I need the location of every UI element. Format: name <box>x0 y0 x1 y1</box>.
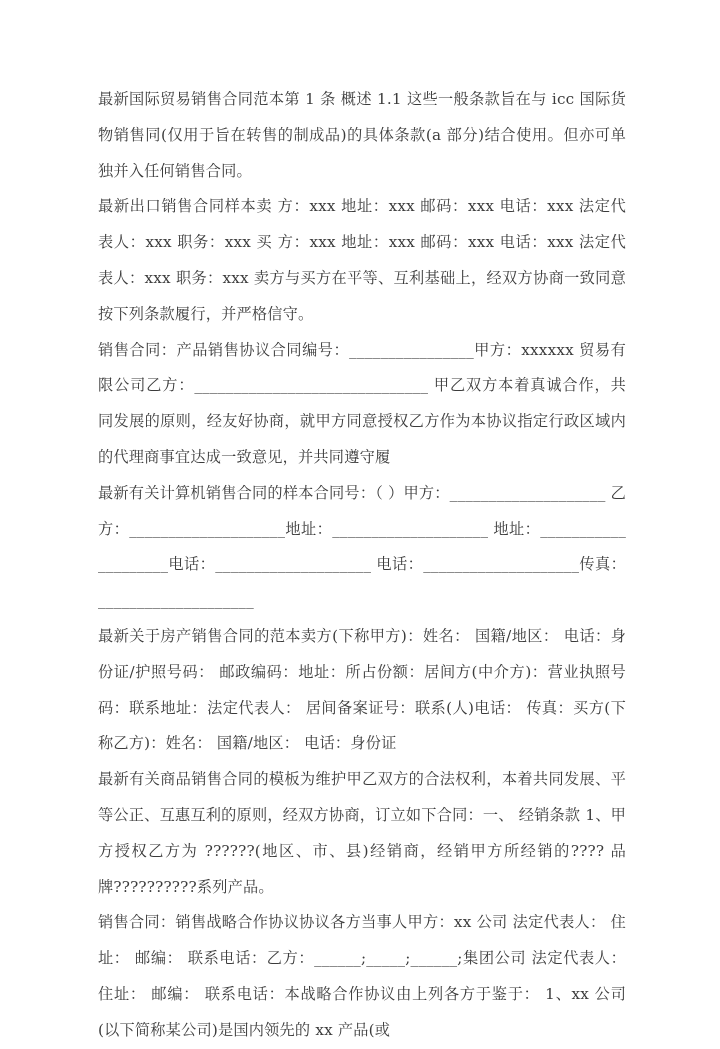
paragraph-computer-sales-sample: 最新有关计算机销售合同的样本合同号：（ ）甲方：____________________ 乙方：____________________地址：____________________ 地址：____________________电话：____________________ 电话：____________________传真：____________________ <box>98 483 626 610</box>
paragraph-strategic-cooperation: 销售合同：销售战略合作协议协议各方当事人甲方：xx 公司 法定代表人： 住址： 邮编： 联系电话：乙方：______;_____;______;集团公司 法定代表人： 住址： 邮编： 联系电话：本战略合作协议由上列各方于鉴于： 1、xx 公司(以下简称某公司)是国内领先的 xx 产品(或 <box>98 913 626 1039</box>
document-body <box>98 82 626 1049</box>
paragraph-product-agreement: 销售合同：产品销售协议合同编号：________________甲方：xxxxxx 贸易有限公司乙方：______________________________ 甲乙双方本着真诚合作，共同发展的原则，经友好协商，就甲方同意授权乙方作为本协议指定行政区域内的代理商事宜达成一致意见，并共同遵守履 <box>98 340 626 466</box>
paragraph-real-estate-sample: 最新关于房产销售合同的范本卖方(下称甲方)：姓名： 国籍/地区： 电话：身份证/护照号码： 邮政编码：地址：所占份额：居间方(中介方)：营业执照号码：联系地址：法定代表人： 居间备案证号：联系(人)电话： 传真：买方(下称乙方)：姓名： 国籍/地区： 电话：身份证 <box>98 626 626 753</box>
paragraph-general-terms: 最新国际贸易销售合同范本第 1 条 概述 1.1 这些一般条款旨在与 icc 国际货物销售同(仅用于旨在转售的制成品)的具体条款(a 部分)结合使用。但亦可单独并入任何销售合同。 <box>98 90 626 180</box>
paragraph-goods-sales-template: 最新有关商品销售合同的模板为维护甲乙双方的合法权利，本着共同发展、平等公正、互惠互利的原则，经双方协商，订立如下合同：一、 经销条款 1、甲方授权乙方为 ??????(地区、市、县)经销商，经销甲方所经销的???? 品牌??????????系列产品。 <box>98 770 626 896</box>
paragraph-export-sample: 最新出口销售合同样本卖 方：xxx 地址：xxx 邮码：xxx 电话：xxx 法定代表人：xxx 职务：xxx 买 方：xxx 地址：xxx 邮码：xxx 电话：xxx 法定代表人：xxx 职务：xxx 卖方与买方在平等、互利基础上，经双方协商一致同意按下列条款履行，并严格信守。 <box>98 197 626 323</box>
